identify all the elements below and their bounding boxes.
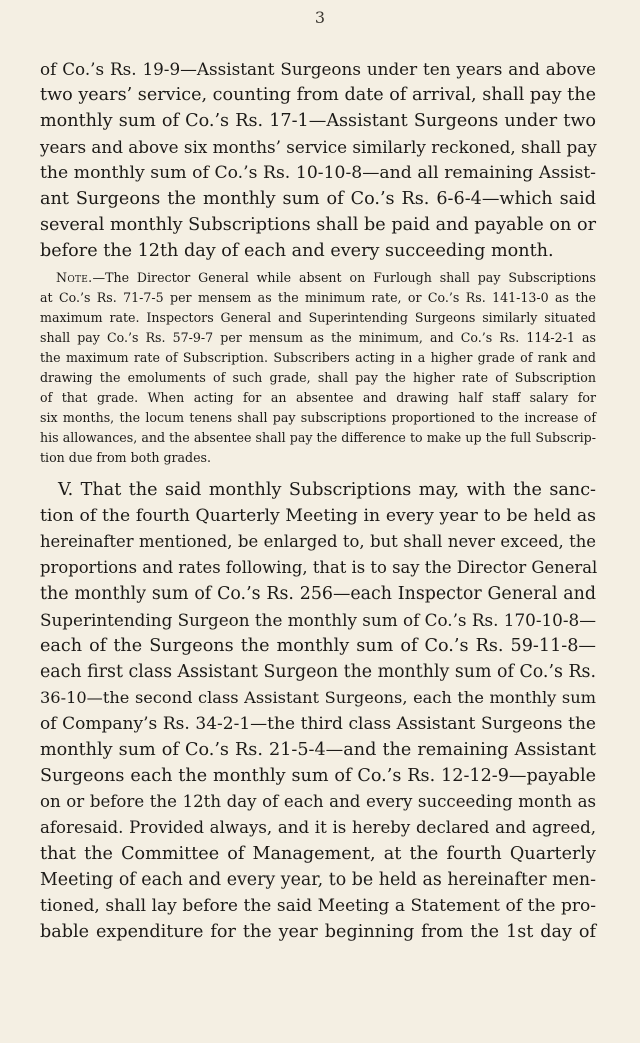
text-line: before the 12th day of each and every succeeding month. xyxy=(40,241,554,261)
text-line: of Co.’s Rs. 19-9—Assistant Surgeons under ten years and above xyxy=(40,59,596,79)
page-number: 3 xyxy=(314,8,326,27)
text-line: several monthly Subscriptions shall be paid and payable on or xyxy=(40,215,596,235)
text-line: Surgeons each the monthly sum of Co.’s Rs. 12-12-9—payable xyxy=(40,766,596,786)
text-line: bable expenditure for the year beginning from the 1st day of xyxy=(40,922,596,942)
note-line: shall pay Co.’s Rs. 57-9-7 per mensum as the minimum, and Co.’s Rs. 114-2-1 as xyxy=(40,330,596,345)
text-line: two years’ service, counting from date of arrival, shall pay the xyxy=(40,85,596,105)
text-line: monthly sum of Co.’s Rs. 17-1—Assistant Surgeons under two xyxy=(40,111,596,131)
note-line: the maximum rate of Subscription. Subscribers acting in a higher grade of rank and xyxy=(40,350,596,365)
text-line: Meeting of each and every year, to be held as hereinafter men- xyxy=(40,870,596,890)
note-label: Note. xyxy=(56,270,93,285)
text-line: proportions and rates following, that is to say the Director General xyxy=(40,558,598,577)
note-first-line xyxy=(56,268,596,288)
note-line: of that grade. When acting for an absentee and drawing half staff salary for xyxy=(40,390,596,405)
note-line: tion due from both grades. xyxy=(40,450,212,465)
text-line: each of the Surgeons the monthly sum of Co.’s Rs. 59-11-8— xyxy=(40,636,596,656)
text-line: years and above six months’ service similarly reckoned, shall pay xyxy=(40,137,597,157)
text-line: aforesaid. Provided always, and it is hereby declared and agreed, xyxy=(40,818,596,837)
text-line: the monthly sum of Co.’s Rs. 256—each Inspector General and xyxy=(40,584,596,604)
text-line: tion of the fourth Quarterly Meeting in every year to be held as xyxy=(40,506,596,526)
note-line: six months, the locum tenens shall pay subscriptions proportioned to the increase of xyxy=(40,410,596,425)
text-line: each first class Assistant Surgeon the monthly sum of Co.’s Rs. xyxy=(40,662,596,682)
note-line: maximum rate. Inspectors General and Superintending Surgeons similarly situated xyxy=(40,310,596,325)
note-text: —The Director General while absent on Furlough shall pay Subscriptions xyxy=(92,270,596,285)
note-line: drawing the emoluments of such grade, shall pay the higher rate of Subscription xyxy=(40,370,596,385)
text-line: the monthly sum of Co.’s Rs. 10-10-8—and all remaining Assist- xyxy=(40,163,596,183)
note-line: his allowances, and the absentee shall pay the difference to make up the full Subscrip- xyxy=(40,430,596,445)
text-line: hereinafter mentioned, be enlarged to, but shall never exceed, the xyxy=(40,532,596,551)
note-line: at Co.’s Rs. 71-7-5 per mensem as the minimum rate, or Co.’s Rs. 141-13-0 as the xyxy=(40,290,596,305)
text-line: Superintending Surgeon the monthly sum of Co.’s Rs. 170-10-8— xyxy=(40,610,596,630)
text-line: ant Surgeons the monthly sum of Co.’s Rs. 6-6-4—which said xyxy=(40,189,596,209)
text-line: V. That the said monthly Subscriptions may, with the sanc- xyxy=(58,480,596,500)
text-line: on or before the 12th day of each and every succeeding month as xyxy=(40,792,596,811)
text-line: tioned, shall lay before the said Meeting a Statement of the pro- xyxy=(40,896,596,916)
text-line: monthly sum of Co.’s Rs. 21-5-4—and the remaining Assistant xyxy=(40,740,596,760)
text-line: 36-10—the second class Assistant Surgeons, each the monthly sum xyxy=(40,688,596,707)
text-line: that the Committee of Management, at the fourth Quarterly xyxy=(40,844,596,864)
text-line: of Company’s Rs. 34-2-1—the third class Assistant Surgeons the xyxy=(40,714,596,734)
